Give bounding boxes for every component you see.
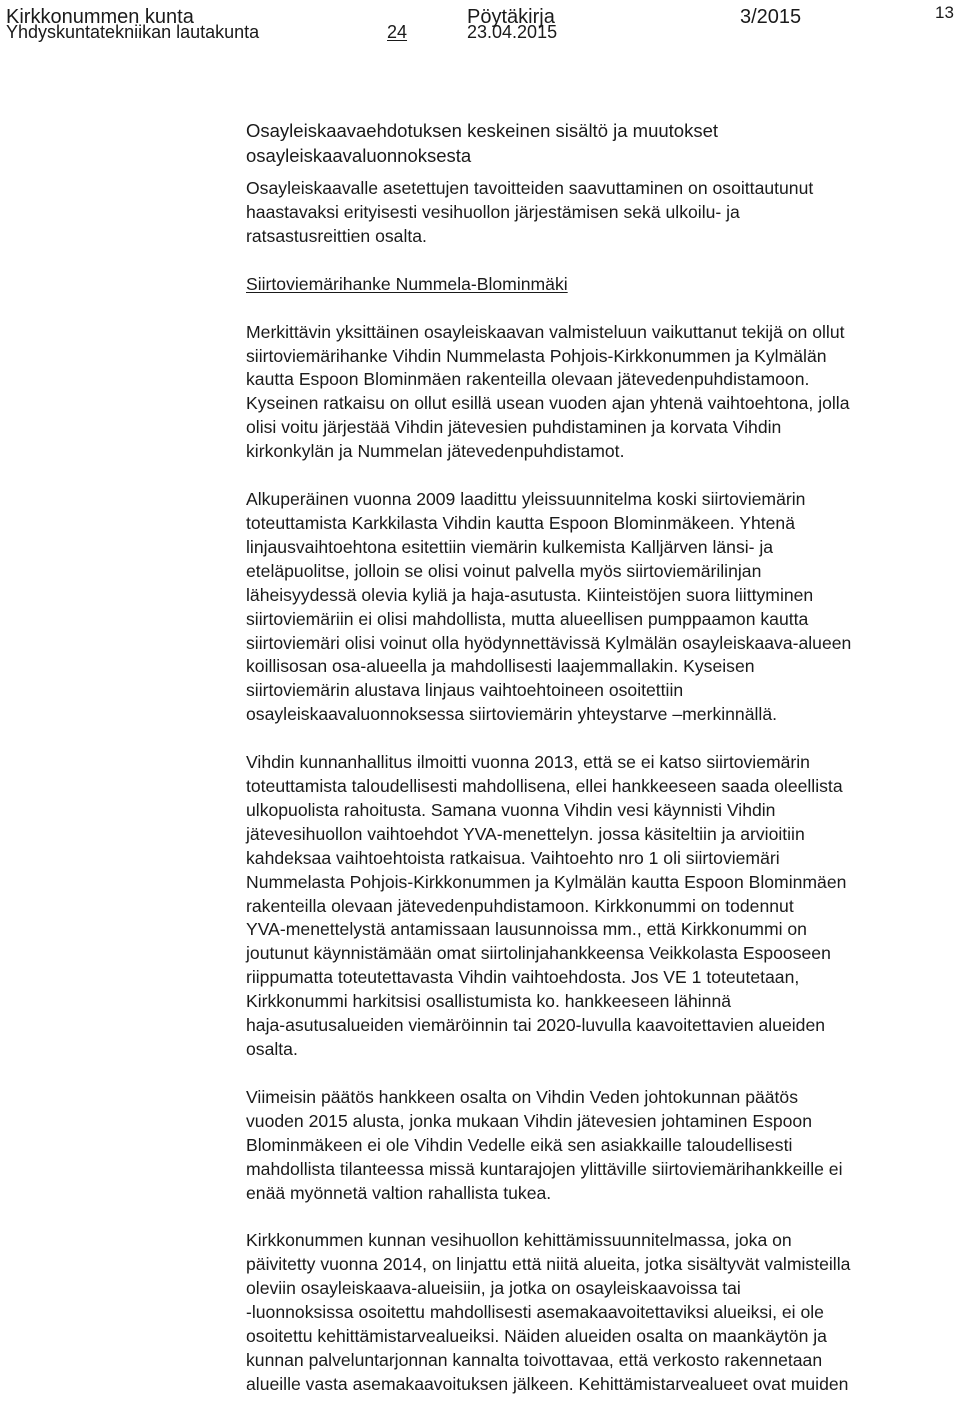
municipality-name: Kirkkonummen kunta: [6, 6, 194, 28]
subheading: Siirtoviemärihanke Nummela-Blominmäki: [246, 273, 568, 294]
document-number: 3/2015: [740, 6, 802, 28]
intro-paragraph: Osayleiskaavalle asetettujen tavoitteiden saavuttaminen on osoittautunut haastavaksi erityisesti vesihuollon järjestämisen sekä ulkoilu- ja ratsastusreittien osalta.: [246, 178, 814, 246]
committee-name: Yhdyskuntatekniikan lautakunta: [6, 22, 260, 42]
section-number: 24: [387, 22, 408, 42]
document-body: [246, 118, 958, 1397]
document-type: Pöytäkirja: [467, 6, 555, 28]
paragraph: Merkittävin yksittäinen osayleiskaavan valmisteluun vaikuttanut tekijä on ollut siirtoviemärihanke Vihdin Nummelasta Pohjois-Kirkkonummen ja Kylmälän kautta Espoon Blominmäen rakenteilla olevaan jätevedenpuhdistamoon. Kyseinen ratkaisu on ollut esillä usean vuoden ajan yhtenä vaihtoehtona, jolla olisi voitu järjestää Vihdin jätevesien puhdistaminen ja korvata Vihdin kirkonkylän ja Nummelan jätevedenpuhdistamot.: [246, 321, 850, 462]
paragraph: Viimeisin päätös hankkeen osalta on Vihdin Veden johtokunnan päätös vuoden 2015 alusta, jonka mukaan Vihdin jätevesien johtaminen Espoon Blominmäkeen ei ole Vihdin Vedelle eikä sen asiakkaille taloudellisesti mahdollista tilanteessa missä kuntarajojen ylittäville siirtoviemärihankkeille ei enää myönnetä valtion rahallista tukea.: [246, 1086, 843, 1203]
paragraph: Kirkkonummen kunnan vesihuollon kehittämissuunnitelmassa, joka on päivitetty vuonna 2014, on linjattu että niitä alueita, jotka sisältyvät valmisteilla oleviin osayleiskaava-alueisiin, ja jotka on osayleiskaavoissa tai -luonnoksissa osoitettu mahdollisesti asemakaavoitettaviksi alueiksi, ei ole osoitettu kehittämistarvealueiksi. Näiden alueiden osalta on maankäytön ja kunnan palveluntarjonnan kannalta toivottavaa, että verkosto rakennetaan alueille vasta asemakaavoituksen jälkeen. Kehittämistarvealueet ovat muiden: [246, 1230, 851, 1394]
section-heading: Osayleiskaavaehdotuksen keskeinen sisältö ja muutokset osayleiskaavaluonnoksesta: [246, 120, 719, 166]
paragraph: Vihdin kunnanhallitus ilmoitti vuonna 2013, että se ei katso siirtoviemärin toteuttamista taloudellisesti mahdollisena, ellei hankkeeseen saada oleellista ulkopuolista rahoitusta. Samana vuonna Vihdin vesi käynnisti Vihdin jätevesihuollon vaihtoehdot YVA-menettelyn. jossa käsiteltiin ja arvioitiin kahdeksaa vaihtoehtoista ratkaisua. Vaihtoehto nro 1 oli siirtoviemäri Nummelasta Pohjois-Kirkkonummen ja Kylmälän kautta Espoon Blominmäen rakenteilla olevaan jätevedenpuhdistamoon. Kirkkonummi on todennut YVA-menettelystä antamissaan lausunnoissa mm., että Kirkkonummi on joutunut käynnistämään omat siirtolinjahankkeensa Veikkolasta Espooseen riippumatta toteutettavasta Vihdin vaihtoehdosta. Jos VE 1 toteutetaan, Kirkkonummi harkitsisi osallistumista ko. hankkeeseen lähinnä haja-asutusalueiden viemäröinnin tai 2020-luvulla kaavoitettavien alueiden osalta.: [246, 752, 847, 1059]
meeting-date: 23.04.2015: [467, 22, 558, 42]
paragraph: Alkuperäinen vuonna 2009 laadittu yleissuunnitelma koski siirtoviemärin toteuttamista Karkkilasta Vihdin kautta Espoon Blominmäkeen. Yhtenä linjausvaihtoehtona esitettiin viemärin kulkemista Kalljärven länsi- ja eteläpuolitse, jolloin se olisi voinut palvella myös siirtoviemärilinjan läheisyydessä olevia kyliä ja haja-asutusta. Kiinteistöjen suora liittyminen siirtoviemäriin ei olisi mahdollista, mutta alueellisen pumppaamon kautta siirtoviemäri olisi voinut olla hyödynnettävissä Kylmälän osayleiskaava-alueen koillisosan osa-alueella ja mahdollisesti laajemmallakin. Kyseisen siirtoviemärin alustava linjaus vaihtoehtoineen osoitettiin osayleiskaavaluonnoksessa siirtoviemärin yhteystarve –merkinnällä.: [246, 489, 852, 725]
page-number: 13: [935, 3, 954, 22]
